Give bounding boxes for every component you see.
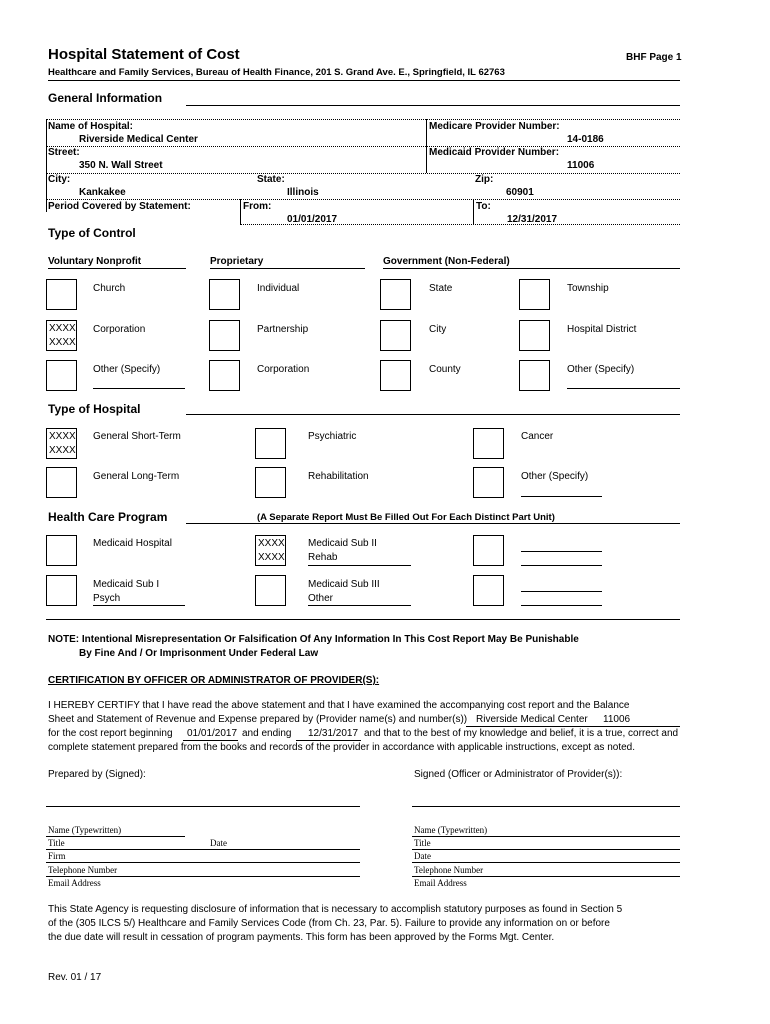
left-name-label: Name (Typewritten) [48, 825, 122, 835]
state-control-label: State [429, 283, 453, 294]
program-blank2-checkbox[interactable] [473, 575, 504, 606]
left-title-label: Title [48, 838, 65, 848]
other-hospital-type-field[interactable] [521, 496, 602, 497]
program-blank1-field2[interactable] [521, 565, 602, 566]
prepared-signature-field[interactable] [46, 806, 360, 807]
prepared-by-label: Prepared by (Signed): [48, 769, 146, 780]
medicaid-sub3-checkbox[interactable] [255, 575, 286, 606]
medicaid-sub2-field[interactable] [308, 565, 411, 566]
government-underline [383, 268, 680, 269]
general-short-term-checkbox[interactable]: XXXX XXXX [46, 428, 77, 459]
header-rule [48, 80, 680, 81]
cert-line3c: and that to the best of my knowledge and belief, it is a true, correct and [364, 728, 679, 739]
from-label: From: [243, 201, 272, 212]
voluntary-underline [48, 268, 186, 269]
partnership-checkbox[interactable] [209, 320, 240, 351]
government-header: Government (Non-Federal) [383, 256, 510, 267]
corporation-proprietary-checkbox[interactable] [209, 360, 240, 391]
left-title-field[interactable] [46, 849, 360, 850]
medicaid-sub1-value: Psych [93, 593, 121, 604]
cert-line3a: for the cost report beginning [48, 728, 173, 739]
hospital-district-checkbox[interactable] [519, 320, 550, 351]
program-blank2-field[interactable] [521, 591, 602, 592]
psychiatric-label: Psychiatric [308, 431, 357, 442]
city-label: City: [48, 174, 71, 185]
medicaid-sub2-label: Medicaid Sub II [308, 538, 377, 549]
medicaid-sub1-label: Medicaid Sub I [93, 579, 160, 590]
to-date-value: 12/31/2017 [507, 214, 558, 225]
left-phone-label: Telephone Number [48, 865, 118, 875]
city-value: Kankakee [79, 187, 126, 198]
left-date-label: Date [210, 838, 227, 848]
other-nonprofit-field[interactable] [93, 388, 185, 389]
right-title-field[interactable] [412, 849, 680, 850]
period-label: Period Covered by Statement: [48, 201, 191, 212]
left-email-label: Email Address [48, 878, 101, 888]
cert-provider-name: Riverside Medical Center [476, 714, 588, 725]
right-email-label: Email Address [414, 878, 467, 888]
footer-line1: This State Agency is requesting disclosure of information that is necessary to accomplish statutory purposes as found in Section 5 [48, 904, 623, 915]
church-label: Church [93, 283, 126, 294]
cert-line3b: and ending [242, 728, 292, 739]
left-phone-field[interactable] [46, 876, 360, 877]
state-checkbox[interactable] [380, 279, 411, 310]
grid-to-sep [473, 199, 474, 224]
medicaid-sub3-value: Other [308, 593, 334, 604]
form-subtitle: Healthcare and Family Services, Bureau of Health Finance, 201 S. Grand Ave. E., Springfield, IL 62763 [48, 67, 505, 78]
grid-top [46, 119, 680, 120]
other-government-checkbox[interactable] [519, 360, 550, 391]
other-hospital-type-label: Other (Specify) [521, 471, 589, 482]
right-name-field[interactable] [412, 836, 680, 837]
right-name-label: Name (Typewritten) [414, 825, 488, 835]
form-title: Hospital Statement of Cost [48, 46, 240, 63]
medicaid-hospital-checkbox[interactable] [46, 535, 77, 566]
individual-label: Individual [257, 283, 300, 294]
township-label: Township [567, 283, 609, 294]
grid-row1 [46, 146, 680, 147]
general-info-heading: General Information [48, 91, 163, 105]
to-label: To: [476, 201, 491, 212]
program-note: (A Separate Report Must Be Filled Out For Each Distinct Part Unit) [257, 512, 555, 523]
hospital-name-value: Riverside Medical Center [79, 134, 198, 145]
hospital-name-label: Name of Hospital: [48, 121, 134, 132]
medicaid-sub2-value: Rehab [308, 552, 338, 563]
proprietary-underline [210, 268, 365, 269]
right-date-label: Date [414, 851, 431, 861]
certification-heading: CERTIFICATION BY OFFICER OR ADMINISTRATOR OF PROVIDER(S): [48, 675, 380, 686]
right-phone-field[interactable] [412, 876, 680, 877]
county-label: County [429, 364, 461, 375]
left-firm-label: Firm [48, 851, 66, 861]
general-short-term-label: General Short-Term [93, 431, 181, 442]
county-checkbox[interactable] [380, 360, 411, 391]
psychiatric-checkbox[interactable] [255, 428, 286, 459]
street-value: 350 N. Wall Street [79, 160, 163, 171]
officer-signature-field[interactable] [412, 806, 680, 807]
church-checkbox[interactable] [46, 279, 77, 310]
corporation-proprietary-label: Corporation [257, 364, 310, 375]
signed-by-label: Signed (Officer or Administrator of Provider(s)): [414, 769, 623, 780]
city-checkbox[interactable] [380, 320, 411, 351]
program-blank1-checkbox[interactable] [473, 535, 504, 566]
grid-row3 [46, 199, 680, 200]
state-label: State: [257, 174, 285, 185]
cert-begin-date: 01/01/2017 [187, 728, 238, 739]
other-nonprofit-label: Other (Specify) [93, 364, 161, 375]
city-control-label: City [429, 324, 447, 335]
page-number: BHF Page 1 [626, 52, 682, 63]
partnership-label: Partnership [257, 324, 309, 335]
medicaid-sub1-checkbox[interactable] [46, 575, 77, 606]
hospital-district-label: Hospital District [567, 324, 637, 335]
other-government-field[interactable] [567, 388, 680, 389]
medicaid-sub1-field[interactable] [93, 605, 185, 606]
medicaid-sub3-field[interactable] [308, 605, 411, 606]
note-line2: By Fine And / Or Imprisonment Under Federal Law [79, 648, 319, 659]
cert-provider-number: 11006 [603, 714, 631, 725]
other-government-label: Other (Specify) [567, 364, 635, 375]
township-checkbox[interactable] [519, 279, 550, 310]
other-nonprofit-checkbox[interactable] [46, 360, 77, 391]
medicare-number-label: Medicare Provider Number: [429, 121, 560, 132]
state-value: Illinois [287, 187, 319, 198]
right-date-field[interactable] [412, 862, 680, 863]
cert-line2: Sheet and Statement of Revenue and Expense prepared by (Provider name(s) and number(s)) [48, 714, 468, 725]
corporation-nonprofit-label: Corporation [93, 324, 146, 335]
revision-label: Rev. 01 / 17 [48, 972, 102, 983]
cert-line1: I HEREBY CERTIFY that I have read the above statement and that I have examined the accompanying cost report and the Balance [48, 700, 630, 711]
footer-line3: the due date will result in cessation of program payments. This form has been approved by the Forms Mgt. Center. [48, 932, 555, 943]
program-blank2-field2[interactable] [521, 605, 602, 606]
left-firm-field[interactable] [46, 862, 360, 863]
medicaid-hospital-label: Medicaid Hospital [93, 538, 172, 549]
general-long-term-label: General Long-Term [93, 471, 180, 482]
rehabilitation-label: Rehabilitation [308, 471, 369, 482]
note-line1: NOTE: Intentional Misrepresentation Or Falsification Of Any Information In This Cost Report May Be Punishable [48, 634, 579, 645]
grid-from-sep [240, 199, 241, 224]
medicaid-number-label: Medicaid Provider Number: [429, 147, 560, 158]
grid-row2 [46, 173, 680, 174]
individual-checkbox[interactable] [209, 279, 240, 310]
program-rule [186, 523, 680, 524]
control-heading: Type of Control [48, 226, 136, 240]
medicare-number-value: 14-0186 [567, 134, 604, 145]
program-section-rule [46, 619, 680, 620]
right-title-label: Title [414, 838, 431, 848]
proprietary-header: Proprietary [210, 256, 264, 267]
cert-line4: complete statement prepared from the books and records of the provider in accordance with applicable instructions, except as noted. [48, 742, 635, 753]
cancer-checkbox[interactable] [473, 428, 504, 459]
hospital-type-heading: Type of Hospital [48, 402, 141, 416]
medicaid-number-value: 11006 [567, 160, 595, 171]
general-long-term-checkbox[interactable] [46, 467, 77, 498]
corporation-nonprofit-checkbox[interactable]: XXXX XXXX [46, 320, 77, 351]
footer-line2: of the (305 ILCS 5/) Healthcare and Family Services Code (from Ch. 23, Par. 5). Failure to provide any information on or before [48, 918, 610, 929]
voluntary-nonprofit-header: Voluntary Nonprofit [48, 256, 142, 267]
hospital-type-rule [186, 414, 680, 415]
cert-end-date: 12/31/2017 [308, 728, 359, 739]
rehabilitation-checkbox[interactable] [255, 467, 286, 498]
other-hospital-type-checkbox[interactable] [473, 467, 504, 498]
medicaid-sub2-checkbox[interactable]: XXXX XXXX [255, 535, 286, 566]
right-phone-label: Telephone Number [414, 865, 484, 875]
cancer-label: Cancer [521, 431, 554, 442]
program-heading: Health Care Program [48, 510, 168, 524]
from-date-value: 01/01/2017 [287, 214, 338, 225]
left-name-field[interactable] [46, 836, 185, 837]
general-heading-rule [186, 105, 680, 106]
medicaid-sub3-label: Medicaid Sub III [308, 579, 380, 590]
program-blank1-field[interactable] [521, 551, 602, 552]
zip-label: Zip: [475, 174, 494, 185]
zip-value: 60901 [506, 187, 534, 198]
street-label: Street: [48, 147, 80, 158]
